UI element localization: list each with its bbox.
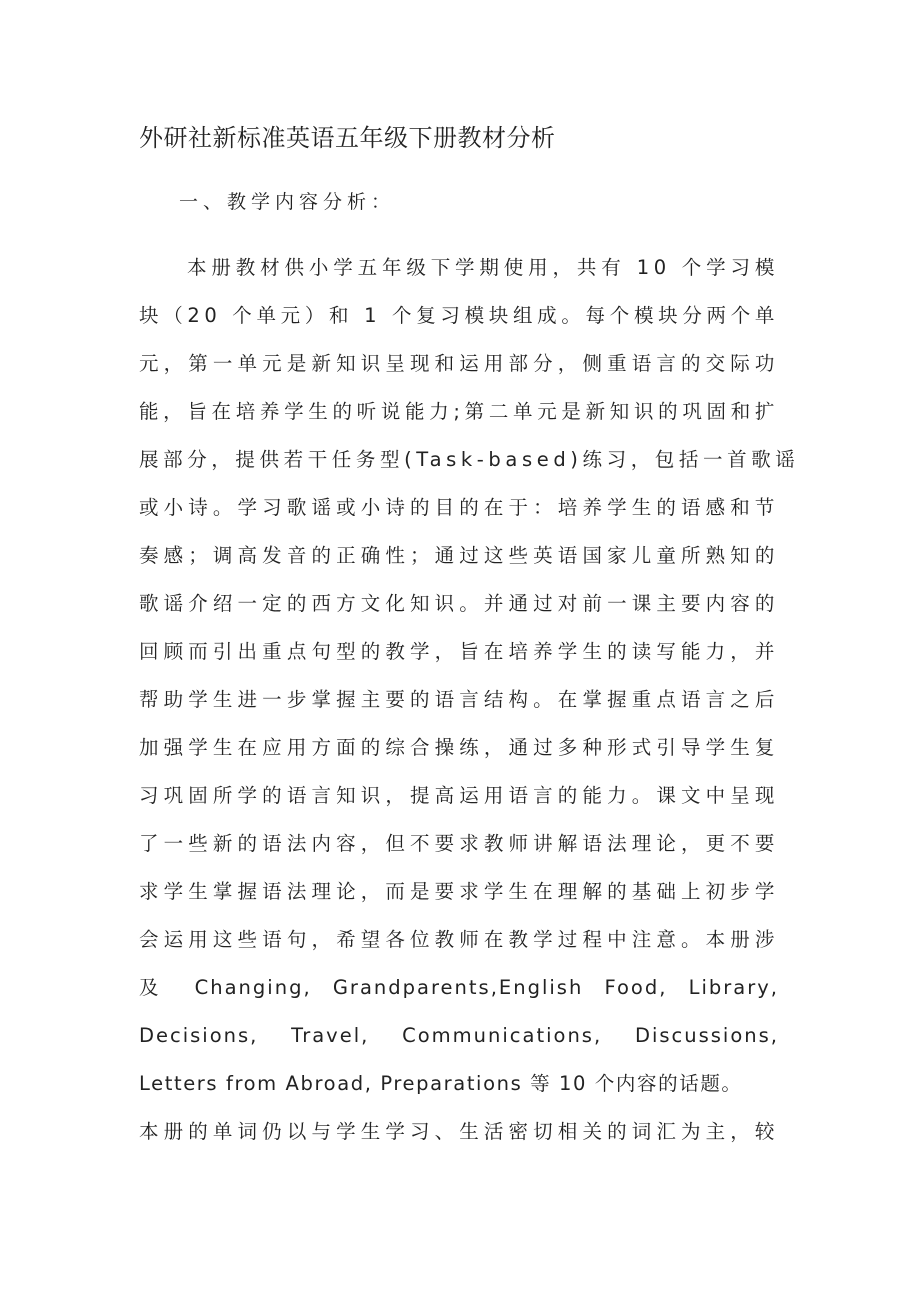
paragraph-line: 元，第一单元是新知识呈现和运用部分，侧重语言的交际功 — [139, 352, 779, 375]
document-title: 外研社新标准英语五年级下册教材分析 — [139, 124, 556, 152]
paragraph-line: 本册的单词仍以与学生学习、生活密切相关的词汇为主，较 — [139, 1120, 779, 1143]
section-heading: 一、教学内容分析： — [179, 191, 396, 213]
paragraph-line: 展部分，提供若干任务型(Task-based)练习，包括一首歌谣 — [139, 448, 800, 471]
paragraph-line: Letters from Abroad, Preparations 等 10 个内容的话题。 — [139, 1072, 743, 1095]
body-paragraph — [139, 250, 800, 1162]
paragraph-line: Decisions, Travel, Communications, Discussions, — [139, 1024, 779, 1047]
paragraph-line: 回顾而引出重点句型的教学，旨在培养学生的读写能力，并 — [139, 640, 779, 663]
paragraph-line: 歌谣介绍一定的西方文化知识。并通过对前一课主要内容的 — [139, 592, 779, 615]
paragraph-line: 能，旨在培养学生的听说能力;第二单元是新知识的巩固和扩 — [139, 400, 779, 423]
paragraph-line: 块（20 个单元）和 1 个复习模块组成。每个模块分两个单 — [139, 304, 779, 327]
paragraph-line: 加强学生在应用方面的综合操练，通过多种形式引导学生复 — [139, 736, 779, 759]
paragraph-line: 奏感；调高发音的正确性；通过这些英语国家儿童所熟知的 — [139, 544, 779, 567]
paragraph-line: 或小诗。学习歌谣或小诗的目的在于：培养学生的语感和节 — [139, 496, 779, 519]
paragraph-line: 本册教材供小学五年级下学期使用，共有 10 个学习模 — [187, 256, 779, 279]
paragraph-line: 会运用这些语句，希望各位教师在教学过程中注意。本册涉 — [139, 928, 779, 951]
paragraph-line: 帮助学生进一步掌握主要的语言结构。在掌握重点语言之后 — [139, 688, 779, 711]
paragraph-line: 习巩固所学的语言知识，提高运用语言的能力。课文中呈现 — [139, 784, 779, 807]
paragraph-line: 了一些新的语法内容，但不要求教师讲解语法理论，更不要 — [139, 832, 779, 855]
paragraph-line: 求学生掌握语法理论，而是要求学生在理解的基础上初步学 — [139, 880, 779, 903]
paragraph-line: 及 Changing, Grandparents,English Food, Library, — [139, 976, 779, 999]
